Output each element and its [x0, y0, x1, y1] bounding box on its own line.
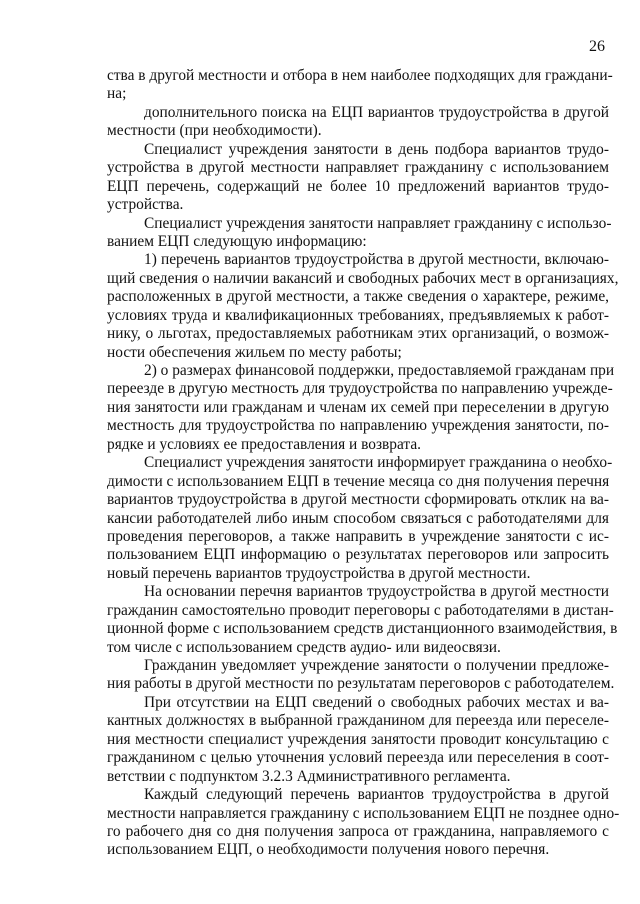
text-line: ванием ЕЦП следующую информацию: [107, 232, 367, 250]
text-line: кантных должностях в выбранной гражданином для переезда или переселе- [107, 712, 609, 730]
text-line: использованием ЕЦП, о необходимости получения нового перечня. [107, 841, 550, 859]
text-line: проведения переговоров, а также направить в учреждение занятости с ис- [107, 527, 609, 545]
text-line: дополнительного поиска на ЕЦП вариантов трудоустройства в другой [144, 103, 609, 121]
text-line: 1) перечень вариантов трудоустройства в другой местности, включаю- [144, 251, 609, 269]
text-line: ния занятости или гражданам и членам их семей при переселении в другую [107, 398, 609, 416]
text-line: На основании перечня вариантов трудоустройства в другой местности [144, 583, 609, 601]
text-line: местности направляется гражданину с использованием ЕЦП не позднее одно- [107, 804, 620, 822]
text-line: том числе с использованием средств аудио- или видеосвязи. [107, 638, 501, 656]
text-line: нику, о льготах, предоставляемых работникам этих организаций, о возмож- [107, 325, 609, 343]
text-line: Специалист учреждения занятости направляет гражданину с использо- [144, 214, 612, 232]
text-line: ности обеспечения жильем по месту работы; [107, 343, 402, 361]
text-line: го рабочего дня со дня получения запроса от гражданина, направляемого с [107, 822, 609, 840]
text-line: ционной форме с использованием средств дистанционного взаимодействия, в [107, 620, 618, 638]
text-line: условиях труда и квалификационных требованиях, предъявляемых к работ- [107, 306, 609, 324]
text-line: При отсутствии на ЕЦП сведений о свободных рабочих местах и ва- [144, 693, 609, 711]
page-number: 26 [589, 38, 605, 55]
text-line: устройства. [107, 196, 184, 214]
document-body [107, 67, 620, 860]
text-line: ветствии с подпунктом 3.2.3 Административного регламента. [107, 767, 511, 785]
text-line: пользованием ЕЦП информацию о результатах переговоров или запросить [107, 546, 609, 564]
text-line: местность для трудоустройства по направлению учреждения занятости, по- [107, 417, 609, 435]
text-line: ния работы в другой местности по результатам переговоров с работодателем. [107, 675, 615, 693]
text-line: Каждый следующий перечень вариантов трудоустройства в другой [144, 786, 609, 804]
text-line: ства в другой местности и отбора в нем наиболее подходящих для граждани- [107, 67, 613, 84]
text-line: ЕЦП перечень, содержащий не более 10 предложений вариантов трудо- [107, 177, 609, 195]
text-line: гражданин самостоятельно проводит переговоры с работодателями в дистан- [107, 601, 614, 619]
text-line: Специалист учреждения занятости информирует гражданина о необхо- [144, 454, 613, 472]
text-line: димости с использованием ЕЦП в течение месяца со дня получения перечня [107, 472, 610, 490]
text-line: устройства в другой местности направляет гражданину с использованием [107, 159, 609, 177]
text-line: расположенных в другой местности, а также сведения о характере, режиме, [107, 288, 609, 306]
text-line: рядке и условиях ее предоставления и возврата. [107, 435, 422, 453]
text-line: местности (при необходимости). [107, 122, 322, 140]
text-line: ния местности специалист учреждения занятости проводит консультацию с [107, 730, 609, 748]
text-line: 2) о размерах финансовой поддержки, предоставляемой гражданам при [144, 362, 615, 379]
text-line: вариантов трудоустройства в другой местности сформировать отклик на ва- [107, 491, 609, 509]
text-line: щий сведения о наличии вакансий и свободных рабочих мест в организациях, [107, 269, 619, 287]
text-line: кансии работодателей либо иным способом связаться с работодателями для [107, 509, 609, 527]
text-line: переезде в другую местность для трудоустройства по направлению учрежде- [107, 380, 613, 398]
text-line: на; [107, 85, 127, 103]
text-line: гражданином с целью уточнения условий переезда или переселения в соот- [107, 749, 609, 767]
text-line: Специалист учреждения занятости в день подбора вариантов трудо- [144, 140, 609, 158]
text-line: новый перечень вариантов трудоустройства в другой местности. [107, 564, 531, 582]
text-line: Гражданин уведомляет учреждение занятости о получении предложе- [144, 657, 609, 674]
